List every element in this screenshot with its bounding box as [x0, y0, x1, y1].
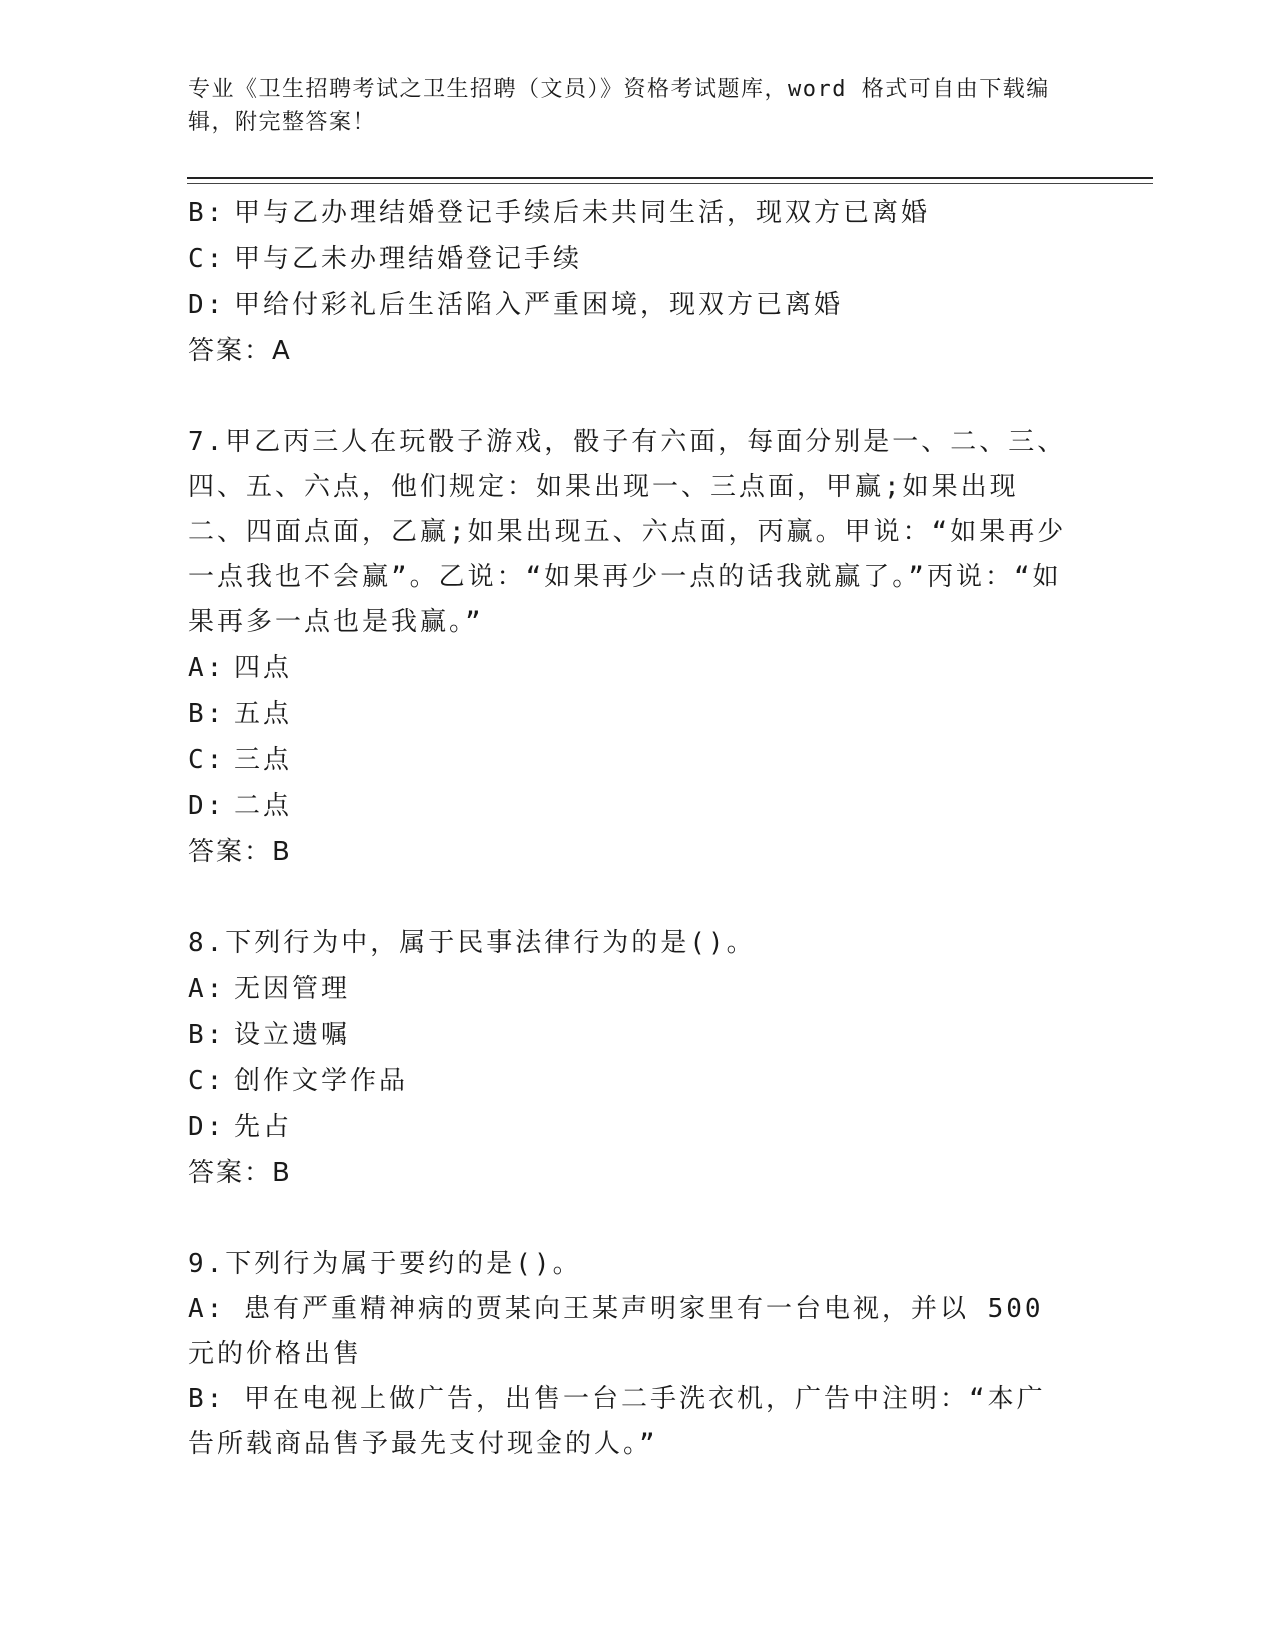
question-6-continued	[188, 190, 1088, 374]
question-text: 9.下列行为属于要约的是()。	[188, 1249, 582, 1279]
answer: 答案：B	[188, 1158, 292, 1188]
option-d: D: 先占	[188, 1112, 293, 1142]
question-text: 7.甲乙丙三人在玩骰子游戏，骰子有六面，每面分别是一、二、三、四、五、六点，他们规定：如果出现一、三点面，甲赢;如果出现二、四面点面，乙赢;如果出现五、六点面，丙赢。甲说：“如果再少一点我也不会赢”。乙说：“如果再少一点的话我就赢了。”丙说：“如果再多一点也是我赢。”	[188, 427, 1067, 637]
question-text: 8.下列行为中，属于民事法律行为的是()。	[188, 928, 756, 958]
option-b: B: 甲在电视上做广告，出售一台二手洗衣机，广告中注明：“本广告所载商品售予最先支付现金的人。”	[188, 1384, 1046, 1459]
option-c: C: 创作文学作品	[188, 1066, 409, 1096]
question-9	[188, 1242, 1088, 1467]
option-b: B: 甲与乙办理结婚登记手续后未共同生活，现双方已离婚	[188, 198, 931, 228]
answer: 答案：B	[188, 837, 292, 867]
option-c: C: 甲与乙未办理结婚登记手续	[188, 244, 583, 274]
question-7	[188, 420, 1088, 875]
option-d: D: 二点	[188, 791, 293, 821]
question-8	[188, 921, 1088, 1196]
option-b: B: 五点	[188, 699, 293, 729]
document-content	[188, 190, 1088, 1467]
option-c: C: 三点	[188, 745, 293, 775]
option-d: D: 甲给付彩礼后生活陷入严重困境，现双方已离婚	[188, 290, 844, 320]
option-a: A: 患有严重精神病的贾某向王某声明家里有一台电视，并以 500 元的价格出售	[188, 1294, 1044, 1369]
answer: 答案：A	[188, 336, 292, 366]
option-b: B: 设立遗嘱	[188, 1020, 351, 1050]
header-divider	[187, 177, 1153, 179]
document-header: 专业《卫生招聘考试之卫生招聘（文员）》资格考试题库，word 格式可自由下载编辑，附完整答案！	[188, 77, 1050, 135]
option-a: A: 四点	[188, 653, 293, 683]
header-divider-thin	[187, 183, 1153, 184]
option-a: A: 无因管理	[188, 974, 351, 1004]
